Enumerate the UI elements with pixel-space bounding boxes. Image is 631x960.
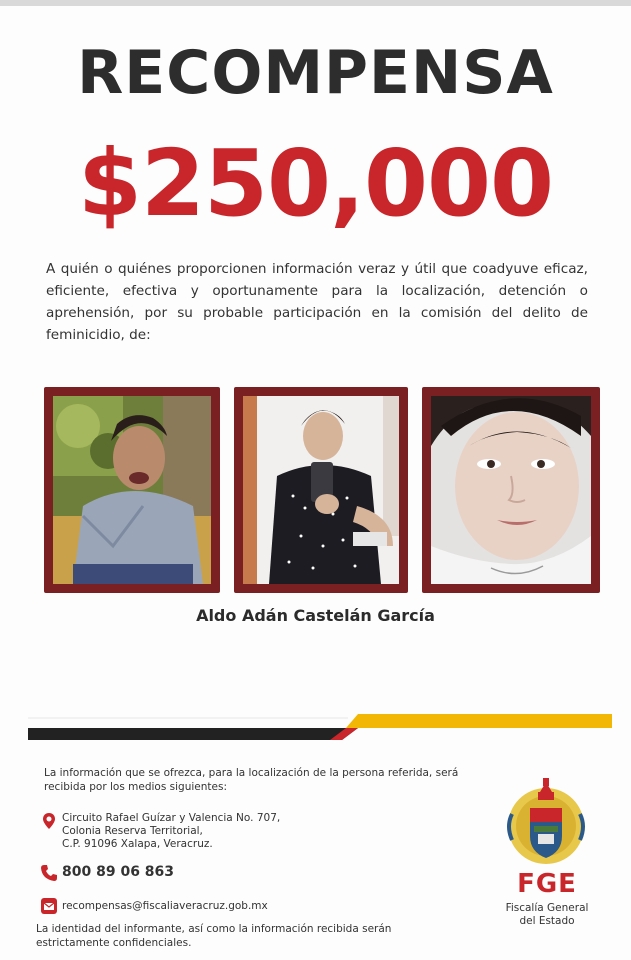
phone-number[interactable]: 800 89 06 863: [62, 864, 175, 880]
top-border: [0, 0, 631, 6]
address-line-1: Circuito Rafael Guízar y Valencia No. 707,: [62, 812, 281, 824]
email-address[interactable]: recompensas@fiscaliaveracruz.gob.mx: [62, 900, 268, 912]
reward-amount: $250,000: [77, 130, 554, 237]
suspect-photo-3: [422, 387, 600, 593]
suspect-name: Aldo Adán Castelán García: [196, 606, 435, 625]
intro-paragraph: A quién o quiénes proporcionen información veraz y útil que coadyuve eficaz, eficiente, efectiva y oportunamente para la localización, detención o aprehensión, por su probable participación en la comisión del delito de feminicidio, de:: [46, 261, 588, 343]
suspect-photo-2: [234, 387, 408, 593]
suspect-photo-2-image: [243, 396, 399, 584]
phone-icon: [40, 864, 58, 882]
logo-acronym: FGE: [517, 869, 577, 899]
address-line-3: C.P. 91096 Xalapa, Veracruz.: [62, 838, 213, 850]
suspect-photo-3-image: [431, 396, 591, 584]
logo-caption: [494, 902, 600, 928]
logo-caption-line-2: del Estado: [519, 915, 575, 927]
info-instructions: La información que se ofrezca, para la localización de la persona referida, será recibida por los medios siguientes:: [44, 767, 459, 793]
email-icon: [40, 897, 58, 915]
logo-caption-line-1: Fiscalía General: [505, 902, 589, 914]
state-seal-logo: [504, 774, 588, 870]
confidentiality-notice: La identidad del informante, así como la información recibida serán estrictamente confidenciales.: [36, 923, 392, 949]
location-pin-icon: [40, 812, 58, 830]
photo-row: [44, 387, 600, 597]
address-line-2: Colonia Reserva Territorial,: [62, 825, 203, 837]
decorative-stripe: [28, 712, 612, 740]
suspect-photo-1: [44, 387, 220, 593]
poster-title: RECOMPENSA: [77, 38, 554, 108]
suspect-photo-1-image: [53, 396, 211, 584]
